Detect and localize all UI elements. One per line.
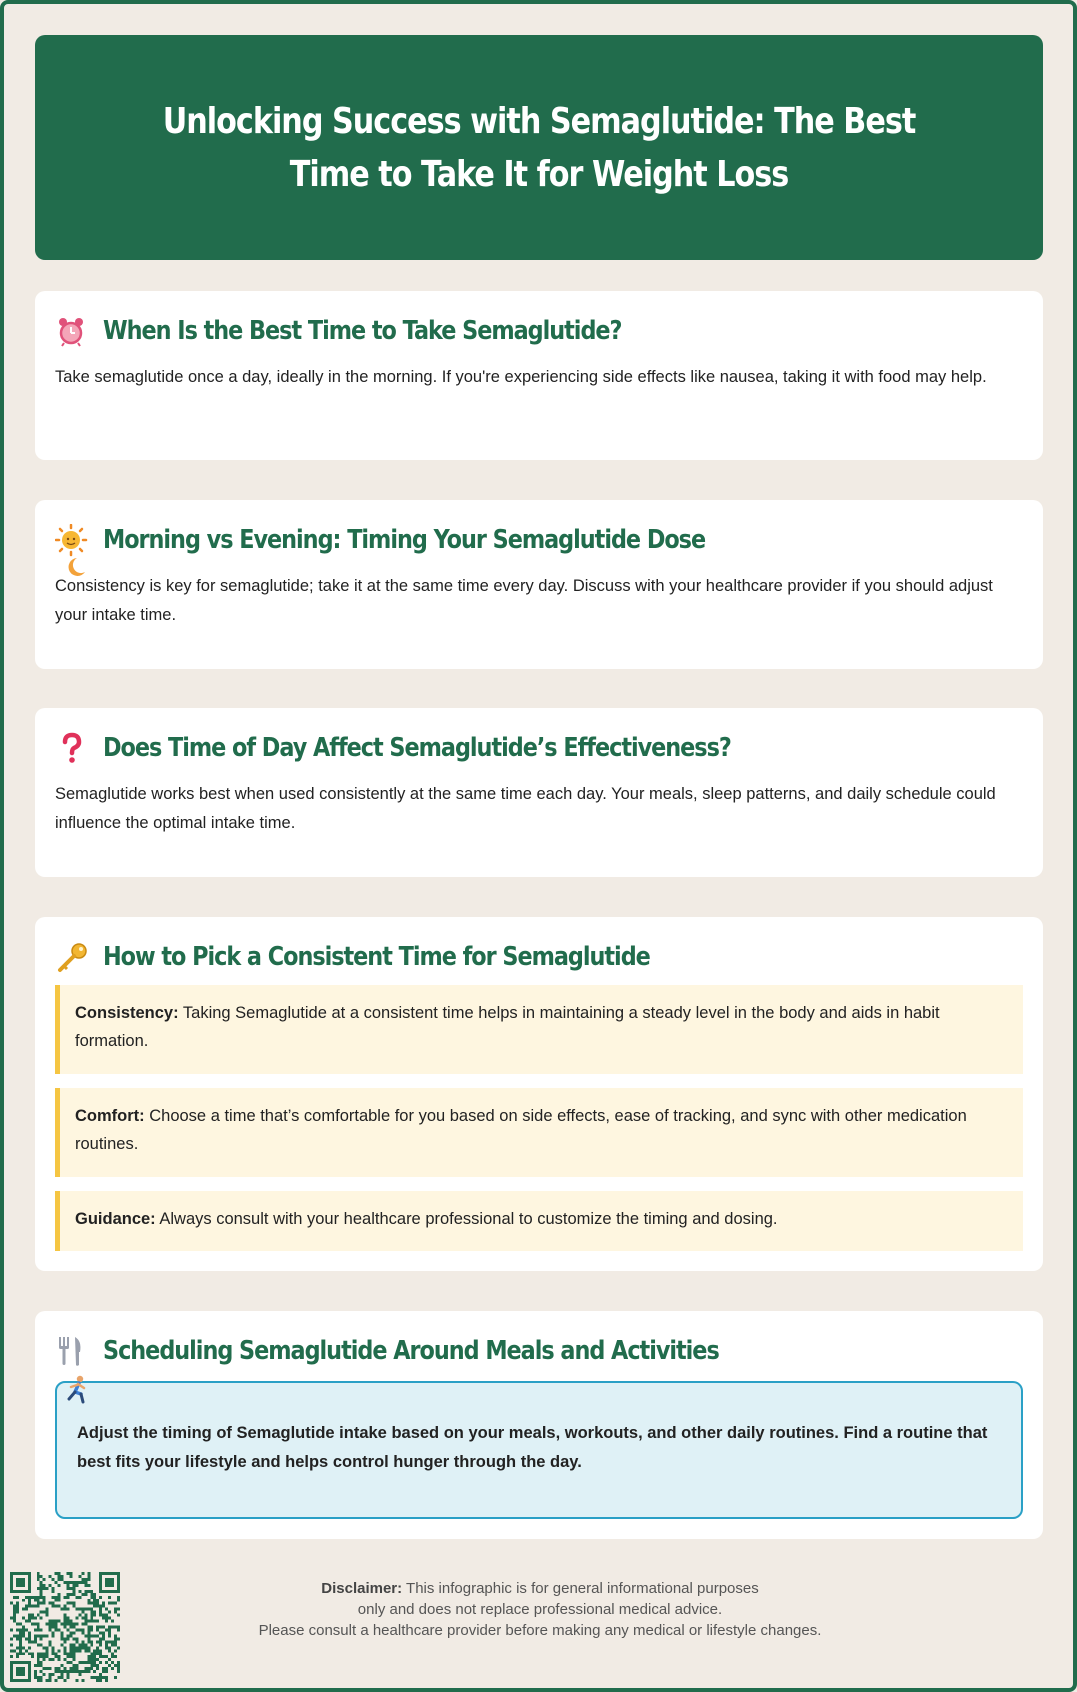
key-icon [55, 941, 103, 973]
disclaimer-line: This infographic is for general informational purposes [402, 1580, 759, 1597]
section-text: Take semaglutide once a day, ideally in the morning. If you're experiencing side effects like nausea, taking it with food may help. [55, 368, 987, 386]
section-title: When Is the Best Time to Take Semaglutide? [103, 316, 622, 346]
section-card-best-time [35, 291, 1043, 460]
section-title: How to Pick a Consistent Time for Semaglutide [103, 942, 650, 972]
disclaimer-line: Please consult a healthcare provider before making any medical or lifestyle changes. [258, 1622, 822, 1639]
alarm-clock-icon [55, 315, 103, 347]
tip-consistency [55, 985, 1023, 1074]
section-card-meals-activities [35, 1311, 1043, 1539]
tip-label: Guidance: [75, 1210, 156, 1228]
question-mark-icon [55, 732, 103, 764]
disclaimer-label: Disclaimer: [321, 1580, 403, 1597]
tip-comfort [55, 1088, 1023, 1177]
fork-knife-icon [55, 1335, 103, 1367]
section-title: Scheduling Semaglutide Around Meals and Activities [103, 1336, 719, 1366]
tip-text: Always consult with your healthcare professional to customize the timing and dosing. [155, 1210, 778, 1228]
section-text: Consistency is key for semaglutide; take it at the same time every day. Discuss with your healthcare provider if you should adjust your intake time. [55, 577, 993, 624]
tip-text: Choose a time that’s comfortable for you based on side effects, ease of tracking, and sync with other medication routines. [75, 1107, 967, 1153]
section-text: Semaglutide works best when used consistently at the same time each day. Your meals, sleep patterns, and daily schedule could influence the optimal intake time. [55, 785, 996, 832]
section-heading [55, 937, 1023, 977]
section-title: Morning vs Evening: Timing Your Semaglutide Dose [103, 525, 706, 555]
tip-guidance [55, 1191, 1023, 1251]
tip-text: Taking Semaglutide at a consistent time helps in maintaining a steady level in the body and aids in habit formation. [75, 1004, 940, 1050]
section-heading [55, 1331, 1023, 1371]
sun-moon-icon [55, 524, 103, 556]
section-card-morning-evening [35, 500, 1043, 669]
activity-callout [55, 1381, 1023, 1519]
section-card-pick-time [35, 917, 1043, 1271]
section-heading [55, 520, 1023, 560]
runner-icon [63, 1375, 93, 1405]
page-title: Unlocking Success with Semaglutide: The Best Time to Take It for Weight Loss [162, 100, 916, 195]
qr-code[interactable] [10, 1572, 120, 1682]
section-card-effectiveness [35, 708, 1043, 877]
header-banner [35, 35, 1043, 260]
disclaimer-line: only and does not replace professional medical advice. [357, 1601, 723, 1618]
section-heading [55, 728, 1023, 768]
tip-label: Comfort: [75, 1107, 145, 1125]
disclaimer [200, 1578, 880, 1641]
section-heading [55, 311, 1023, 351]
tip-label: Consistency: [75, 1004, 179, 1022]
activity-text: Adjust the timing of Semaglutide intake based on your meals, workouts, and other daily routines. Find a routine that best fits your lifestyle and helps control hunger through the day. [77, 1424, 988, 1471]
section-title: Does Time of Day Affect Semaglutide’s Effectiveness? [103, 733, 731, 763]
